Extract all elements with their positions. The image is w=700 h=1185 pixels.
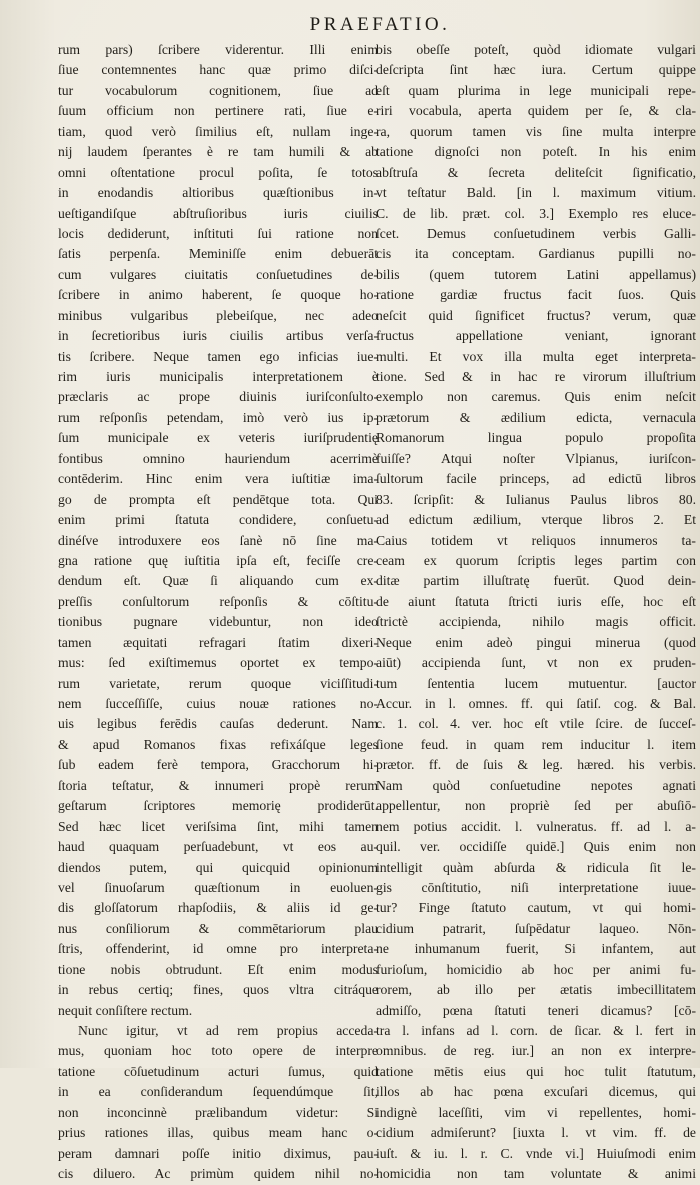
text-line: ſultorum facile princeps, ad edictū libros bbox=[376, 471, 696, 487]
text-line: ſiue contemnentes hanc quæ primo diſci- bbox=[58, 62, 378, 78]
left-text-column bbox=[58, 40, 378, 1185]
text-line: Accur. in l. omnes. ff. qui ſatiſ. cog. & Bal. bbox=[376, 696, 696, 711]
text-line: dis gloſſatorum rhapſodiis, & aliis id ge- bbox=[58, 900, 378, 916]
text-line: nequit conſiſtere rectum. bbox=[58, 1002, 193, 1018]
text-line: rorem, ab illo per ætatis imbecillitatem bbox=[376, 982, 696, 998]
text-line: appellentur, non propriè ſed per abuſiō- bbox=[376, 798, 696, 814]
text-line: exemplo non caremus. Quis enim neſcit bbox=[376, 389, 696, 405]
text-line: tione nobis obtrudunt. Eſt enim modus bbox=[58, 961, 378, 977]
text-line: ſcribere in animo haberent, ſe quoque ho- bbox=[58, 287, 378, 303]
text-line: mus: ſed exiſtimemus oportet ex tempo- bbox=[58, 655, 378, 671]
text-line: ſum municipale ex veteris iuriſprudentię bbox=[58, 430, 378, 446]
text-line: tatione mētis eius qui hoc tulit ſtatutum, bbox=[376, 1063, 696, 1079]
text-line: tur? Finge ſtatuto cautum, vt qui homi- bbox=[376, 900, 696, 916]
text-line: indignè laceſſiti, vim vi repellentes, homi- bbox=[376, 1104, 696, 1120]
text-line: tra l. infans ad l. corn. de ſicar. & l. fert in bbox=[376, 1023, 696, 1038]
text-line: ſuum officium non pertinere rati, ſiue e- bbox=[58, 103, 378, 119]
text-line: in enodandis altioribus quæſtionibus in- bbox=[58, 185, 378, 201]
text-line: tionibus pugnare videbuntur, non ideo bbox=[58, 614, 378, 630]
text-line: admiſſo, pœna ſtatuti teneri dicamus? [cō- bbox=[376, 1002, 696, 1018]
text-line: eſt quam plurima in lege municipali repe- bbox=[376, 82, 696, 98]
text-line: ditæ partim illuſtratę fuerūt. Quod dein- bbox=[376, 573, 696, 589]
text-line: prætor. ff. de ſuis & leg. hæred. his verbis. bbox=[376, 757, 696, 773]
text-line: ratione gardiæ fructus facit ſuos. Quis bbox=[376, 287, 696, 303]
text-line: peram damnari poſſe initio diximus, pau- bbox=[58, 1145, 378, 1161]
text-line: tatione cōſuetudinum acturi ſumus, quid bbox=[58, 1063, 378, 1079]
text-line: ſcet. Demus conſuetudinem verbis Galli- bbox=[376, 225, 696, 241]
text-line: tis ſcribere. Neque tamen ego inficias iue- bbox=[58, 348, 378, 364]
text-line: rim iuris municipalis interpretationem è bbox=[58, 369, 378, 384]
text-line: Caius totidem vt reliquos innumeros ta- bbox=[376, 532, 696, 548]
text-line: tiam, quod verò ſimilius eſt, nullam inge- bbox=[58, 123, 378, 139]
text-line: tum ſententia lucem mutuentur. [auctor bbox=[376, 675, 696, 691]
text-line: ad edictum ædilium, vterque libros 2. Et bbox=[376, 512, 696, 528]
text-line: abſtruſa & ſecreta deliteſcit ſignificatio, bbox=[376, 164, 696, 180]
text-line: Nam quòd conſuetudine nepotes agnati bbox=[376, 777, 696, 793]
text-line: tur vocabulorum cognitionem, ſiue ad bbox=[58, 82, 378, 98]
text-line: cidium admiſerunt? [iuxta l. vt vim. ff. de bbox=[376, 1125, 696, 1141]
text-line: Nunc igitur, vt ad rem propius acceda- bbox=[78, 1023, 378, 1038]
text-line: rum varietate, rerum quoque viciſſitudi- bbox=[58, 675, 378, 691]
text-line: cis diluero. Ac primùm quidem nihil no- bbox=[58, 1166, 378, 1182]
text-line: nem potius accidit. l. vulneratus. ff. ad l. a- bbox=[376, 818, 696, 834]
text-line: uis legibus ferēdis cauſas dederunt. Nam bbox=[58, 716, 378, 732]
text-line: ſtris, offenderint, id omne pro interpreta- bbox=[58, 941, 378, 957]
text-line: geſtarum ſcriptores memorię prodiderūt. bbox=[58, 798, 378, 814]
text-line: diendos putem, qui quicquid opinionum bbox=[58, 859, 378, 875]
text-line: iuſt. & iu. l. r. C. vnde vi.] Huiuſmodi enim bbox=[376, 1145, 696, 1161]
text-line: quil. ver. occidiſſe quidē.] Quis enim non bbox=[376, 839, 696, 855]
text-line: aiūt) accipienda ſunt, vt non ex pruden- bbox=[376, 655, 696, 671]
text-line: C. de lib. præt. col. 3.] Exemplo res eluce- bbox=[376, 205, 696, 221]
text-line: haud quaquam perſuadebunt, vt eos au- bbox=[58, 839, 378, 855]
text-line: Sed hæc licet veriſsima ſint, mihi tamen bbox=[58, 818, 378, 834]
text-line: locis dediderunt, inſtituti ſui ratione non bbox=[58, 225, 378, 241]
text-line: rum reſponſis petendam, imò verò ius ip- bbox=[58, 409, 378, 425]
text-line: fuiſſe? Atqui noſter Vlpianus, iuriſcon- bbox=[376, 450, 696, 466]
text-line: ſub eadem ferè tempora, Gracchorum hi- bbox=[58, 757, 378, 773]
text-line: fructus appellatione veniant, ignorant bbox=[376, 328, 696, 344]
text-line: minibus vulgaribus plebeiſque, nec adeo bbox=[58, 307, 378, 323]
text-line: omnibus. de reg. iur.] an non ex interpre- bbox=[376, 1043, 696, 1059]
text-line: Romanorum lingua populo propoſita bbox=[376, 430, 696, 446]
text-line: bis obeſſe poteſt, quòd idiomate vulgari bbox=[376, 42, 696, 57]
text-line: c. 1. col. 4. ver. hoc eſt vtile ſcire. de ſucceſ- bbox=[376, 716, 696, 732]
text-line: bilis (quem tutorem Latini appellamus) bbox=[376, 266, 696, 282]
text-line: vt teſtatur Bald. [in l. maximum vitium. bbox=[376, 185, 696, 201]
text-line: ceam ex quorum ſcriptis leges partim con bbox=[376, 552, 696, 568]
text-line: ſtoria teſtatur, & innumeri propè rerum bbox=[58, 777, 378, 793]
text-line: tione. Sed & in hac re virorum illuſtrium bbox=[376, 369, 696, 384]
text-line: prius rationes illas, quibus meam hanc o- bbox=[58, 1125, 378, 1141]
text-line: nem ſucceſſiſſe, cuius nouæ rationes no- bbox=[58, 696, 378, 711]
text-line: preſſis conſultorum reſponſis & cōſtitu- bbox=[58, 593, 378, 609]
text-line: ne inhumanum fuerit, Si infantem, aut bbox=[376, 941, 696, 957]
text-line: ſatis perpenſa. Meminiſſe enim debuerāt bbox=[58, 246, 378, 262]
text-line: in ſecretioribus iuris ciuilis artibus verſa- bbox=[58, 328, 378, 344]
text-line: non inconcinnè prælibandum videtur: Si bbox=[58, 1104, 378, 1120]
text-line: gis cōnſtitutio, niſi interpretatione iuue- bbox=[376, 879, 696, 895]
text-line: præclaris ac prope diuinis iuriſconſulto- bbox=[58, 389, 378, 405]
text-line: nus conſiliorum & commētariorum plau bbox=[58, 920, 378, 936]
text-line: tatione dignoſci non poteſt. In his enim bbox=[376, 144, 696, 160]
text-line: ra, quorum tamen vis ſine multa interpre bbox=[376, 123, 696, 139]
text-line: dendum eſt. Quæ ſi aliquando cum ex- bbox=[58, 573, 378, 589]
text-line: de aiunt ſtatuta ſtricti iuris eſſe, hoc eſt bbox=[376, 593, 696, 609]
text-line: homicidia non tam voluntate & animi bbox=[376, 1166, 696, 1182]
text-line: deſcripta ſint hæc iura. Certum quippe bbox=[376, 62, 696, 78]
text-line: tamen æquitati refragari ſtatim dixeri- bbox=[58, 634, 378, 650]
text-line: gna ratione quę iuſtitia ipſa eſt, feciſſe cre- bbox=[58, 552, 378, 568]
text-line: furioſum, homicidio ab hoc per animi fu- bbox=[376, 961, 696, 977]
text-line: fontibus omnino hauriendum acerrimè bbox=[58, 450, 378, 466]
text-line: cum vulgares ciuitatis conſuetudines de- bbox=[58, 266, 378, 282]
text-line: intelligit quàm abſurda & ridicula ſit le- bbox=[376, 859, 696, 875]
text-line: ſione feud. in quam rem inducitur l. item bbox=[376, 736, 696, 752]
text-line: ueſtigandiſque abſtruſioribus iuris ciuilis bbox=[58, 205, 378, 221]
page-header-title: PRAEFATIO. bbox=[309, 14, 451, 35]
text-line: illos ab hac pœna excuſari dicemus, qui bbox=[376, 1084, 696, 1100]
text-line: prætorum & ædilium edicta, vernacula bbox=[376, 409, 696, 425]
text-line: enim primi ſtatuta condidere, conſuetu- bbox=[58, 512, 378, 528]
text-line: Neque enim adeò pingui minerua (quod bbox=[376, 634, 696, 650]
text-line: 83. ſcripſit: & Iulianus Paulus libros 80. bbox=[376, 491, 696, 507]
text-line: contēderim. Hinc enim vera iuſtitiæ ima- bbox=[58, 471, 378, 487]
text-line: neſcit quid ſignificet fructus? verum, quæ bbox=[376, 307, 696, 323]
text-line: cidium patrarit, ſuſpēdatur laqueo. Nōn- bbox=[376, 920, 696, 936]
text-line: omni oſtentatione procul poſita, ſe totos bbox=[58, 164, 378, 180]
text-line: vel ſinuoſarum quæſtionum in euoluen- bbox=[58, 879, 378, 895]
right-text-column bbox=[376, 40, 696, 1185]
text-line: multi. Et vox illa multa eget interpreta- bbox=[376, 348, 696, 364]
text-line: in ea conſiderandum ſequendúmque ſit, bbox=[58, 1084, 378, 1100]
text-line: mus, quoniam hoc toto opere de interpre bbox=[58, 1043, 378, 1059]
text-line: nij laudem ſperantes è re tam humili & ab bbox=[58, 144, 378, 160]
text-line: dinéſve introduxere eos ſanè nō ſine ma- bbox=[58, 532, 378, 548]
text-line: go de prompta eſt pendētque tota. Qui bbox=[58, 491, 378, 507]
text-line: ſtrictè accipienda, nihilo magis officit. bbox=[376, 614, 696, 630]
text-line: & apud Romanos fixas refixáſque leges bbox=[58, 736, 378, 752]
text-line: in rebus certiq; fines, quos vltra citráque bbox=[58, 982, 378, 998]
text-line: rum pars) ſcribere viderentur. Illi enim bbox=[58, 42, 378, 57]
text-line: cis ita conceptam. Gardianus pupilli no- bbox=[376, 246, 696, 262]
text-line: riri vocabula, aperta quidem per ſe, & cla- bbox=[376, 103, 696, 119]
